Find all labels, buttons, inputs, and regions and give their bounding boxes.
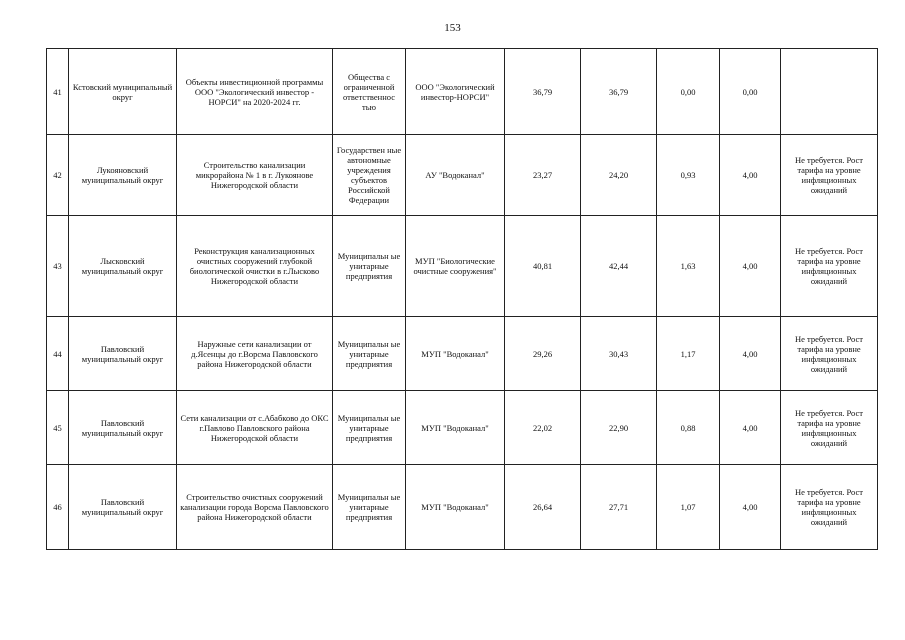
value-4-cell: 4,00 [720, 391, 781, 465]
value-1-cell: 36,79 [505, 49, 581, 135]
note-cell [781, 49, 878, 135]
org-type-cell: Муниципальн ые унитарные предприятия [333, 465, 406, 550]
value-1-cell: 26,64 [505, 465, 581, 550]
org-type-cell: Муниципальн ые унитарные предприятия [333, 317, 406, 391]
table-row [47, 391, 878, 465]
note-cell: Не требуется. Рост тарифа на уровне инфляционных ожиданий [781, 465, 878, 550]
district-cell: Павловский муниципальный округ [69, 317, 177, 391]
value-2-cell: 42,44 [581, 216, 657, 317]
table-row [47, 216, 878, 317]
org-type-cell: Общества с ограниченной ответственнос тью [333, 49, 406, 135]
organization-cell: ООО "Экологический инвестор-НОРСИ" [406, 49, 505, 135]
district-cell: Лысковский муниципальный округ [69, 216, 177, 317]
table-row [47, 49, 878, 135]
value-1-cell: 22,02 [505, 391, 581, 465]
organization-cell: МУП "Водоканал" [406, 317, 505, 391]
project-cell: Строительство канализации микрорайона № 1 в г. Лукоянове Нижегородской области [177, 135, 333, 216]
value-3-cell: 0,00 [657, 49, 720, 135]
value-4-cell: 4,00 [720, 135, 781, 216]
page-number: 153 [444, 22, 461, 34]
project-cell: Наружные сети канализации от д.Ясенцы до г.Ворсма Павловского района Нижегородской области [177, 317, 333, 391]
value-4-cell: 0,00 [720, 49, 781, 135]
organization-cell: МУП "Биологические очистные сооружения" [406, 216, 505, 317]
value-1-cell: 40,81 [505, 216, 581, 317]
value-2-cell: 24,20 [581, 135, 657, 216]
project-cell: Объекты инвестиционной программы ООО "Экологический инвестор - НОРСИ" на 2020-2024 гг. [177, 49, 333, 135]
organization-cell: МУП "Водоканал" [406, 465, 505, 550]
row-number: 42 [47, 135, 69, 216]
value-1-cell: 23,27 [505, 135, 581, 216]
note-cell: Не требуется. Рост тарифа на уровне инфляционных ожиданий [781, 135, 878, 216]
value-4-cell: 4,00 [720, 216, 781, 317]
note-cell: Не требуется. Рост тарифа на уровне инфляционных ожиданий [781, 317, 878, 391]
row-number: 44 [47, 317, 69, 391]
table-row [47, 317, 878, 391]
value-2-cell: 27,71 [581, 465, 657, 550]
value-2-cell: 30,43 [581, 317, 657, 391]
row-number: 43 [47, 216, 69, 317]
project-cell: Строительство очистных сооружений канализации города Ворсма Павловского района Нижегородской области [177, 465, 333, 550]
project-cell: Реконструкция канализационных очистных сооружений глубокой биологической очистки в г.Лысково Нижегородской области [177, 216, 333, 317]
value-2-cell: 22,90 [581, 391, 657, 465]
value-4-cell: 4,00 [720, 465, 781, 550]
row-number: 45 [47, 391, 69, 465]
row-number: 46 [47, 465, 69, 550]
investment-table [46, 48, 878, 550]
value-3-cell: 1,07 [657, 465, 720, 550]
value-1-cell: 29,26 [505, 317, 581, 391]
org-type-cell: Муниципальн ые унитарные предприятия [333, 216, 406, 317]
table-row [47, 465, 878, 550]
value-3-cell: 0,93 [657, 135, 720, 216]
value-3-cell: 1,63 [657, 216, 720, 317]
organization-cell: АУ "Водоканал" [406, 135, 505, 216]
value-2-cell: 36,79 [581, 49, 657, 135]
note-cell: Не требуется. Рост тарифа на уровне инфляционных ожиданий [781, 391, 878, 465]
org-type-cell: Государствен ные автономные учреждения субъектов Российской Федерации [333, 135, 406, 216]
table-row [47, 135, 878, 216]
value-4-cell: 4,00 [720, 317, 781, 391]
project-cell: Сети канализации от с.Абабково до ОКС г.Павлово Павловского района Нижегородской области [177, 391, 333, 465]
district-cell: Павловский муниципальный округ [69, 465, 177, 550]
district-cell: Павловский муниципальный округ [69, 391, 177, 465]
district-cell: Лукояновский муниципальный округ [69, 135, 177, 216]
note-cell: Не требуется. Рост тарифа на уровне инфляционных ожиданий [781, 216, 878, 317]
value-3-cell: 1,17 [657, 317, 720, 391]
value-3-cell: 0,88 [657, 391, 720, 465]
organization-cell: МУП "Водоканал" [406, 391, 505, 465]
district-cell: Кстовский муниципальный округ [69, 49, 177, 135]
row-number: 41 [47, 49, 69, 135]
org-type-cell: Муниципальн ые унитарные предприятия [333, 391, 406, 465]
